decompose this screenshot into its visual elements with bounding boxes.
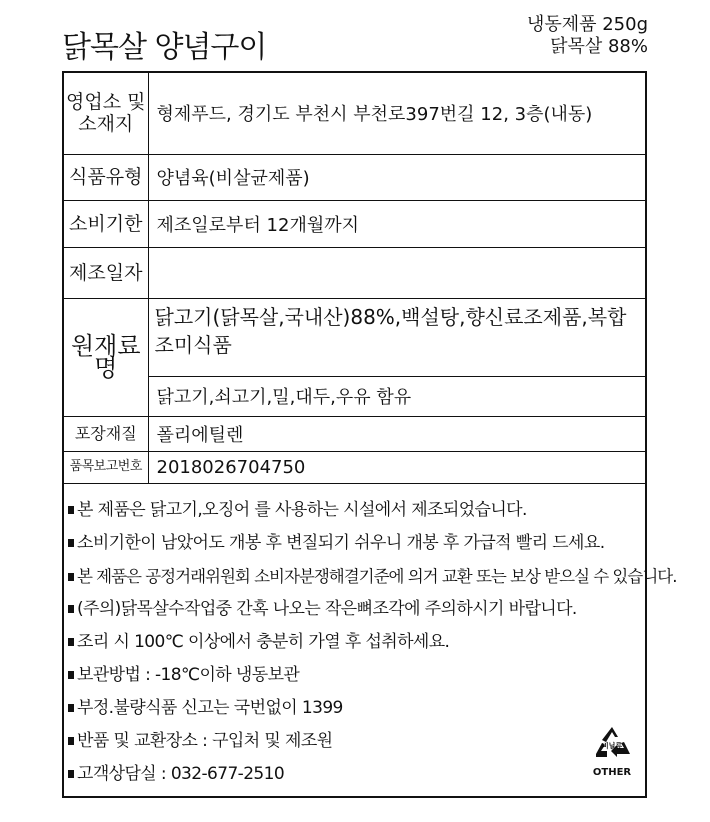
row-value: 양념육(비살균제품) bbox=[148, 154, 645, 200]
note-text: 소비기한이 남았어도 개봉 후 변질되기 쉬우니 개봉 후 가급적 빨리 드세요. bbox=[77, 532, 605, 553]
content-line: 닭목살 88% bbox=[550, 36, 648, 57]
row-report-no bbox=[64, 451, 645, 483]
info-table bbox=[64, 73, 645, 484]
recycle-label: OTHER bbox=[592, 767, 632, 778]
note-text: 부정.불량식품 신고는 국번없이 1399 bbox=[77, 697, 343, 718]
bullet-icon bbox=[68, 605, 74, 613]
row-food-type bbox=[64, 154, 645, 200]
note-text: 반품 및 교환장소 : 구입처 및 제조원 bbox=[77, 730, 333, 751]
row-manufacturer bbox=[64, 73, 645, 154]
bullet-icon bbox=[68, 573, 74, 581]
bullet-icon bbox=[68, 638, 74, 646]
row-ingredients bbox=[64, 298, 645, 376]
note-text: 고객상담실 : 032-677-2510 bbox=[77, 763, 285, 784]
allergens-value: 닭고기,쇠고기,밀,대두,우유 함유 bbox=[148, 376, 645, 416]
note-item bbox=[68, 758, 641, 791]
bullet-icon bbox=[68, 770, 74, 778]
bullet-icon bbox=[68, 704, 74, 712]
row-label: 식품유형 bbox=[64, 154, 148, 200]
recycle-mark bbox=[585, 724, 639, 778]
notes-section bbox=[64, 484, 677, 791]
row-value: 2018026704750 bbox=[148, 451, 645, 483]
bullet-icon bbox=[68, 539, 74, 547]
note-text: 조리 시 100℃ 이상에서 충분히 가열 후 섭취하세요. bbox=[77, 631, 450, 652]
row-label: 포장재질 bbox=[64, 416, 148, 451]
row-expiry bbox=[64, 200, 645, 247]
note-text: (주의)닭목살수작업중 간혹 나오는 작은뼈조각에 주의하시기 바랍니다. bbox=[77, 598, 577, 619]
row-value: 제조일로부터 12개월까지 bbox=[148, 200, 645, 247]
row-value: 폴리에틸렌 bbox=[148, 416, 645, 451]
note-item bbox=[68, 593, 641, 626]
note-item bbox=[68, 659, 641, 692]
row-label: 원재료명 bbox=[64, 298, 148, 416]
row-mfg-date bbox=[64, 247, 645, 298]
product-title: 닭목살 양념구이 bbox=[62, 30, 267, 65]
row-label: 소비기한 bbox=[64, 200, 148, 247]
row-packaging bbox=[64, 416, 645, 451]
row-value bbox=[148, 247, 645, 298]
note-item bbox=[68, 527, 641, 560]
row-allergens bbox=[64, 376, 645, 416]
bullet-icon bbox=[68, 506, 74, 514]
note-text: 본 제품은 공정거래위원회 소비자분쟁해결기준에 의거 교환 또는 보상 받으실 수 있습니다. bbox=[77, 566, 677, 586]
weight-line: 냉동제품 250g bbox=[526, 14, 648, 35]
ingredients-value: 닭고기(닭목살,국내산)88%,백설탕,향신료조제품,복합조미식품 bbox=[148, 298, 645, 376]
note-item bbox=[68, 725, 641, 758]
label-frame bbox=[62, 71, 677, 798]
bullet-icon bbox=[68, 671, 74, 679]
note-item bbox=[68, 626, 641, 659]
product-weight bbox=[527, 14, 648, 58]
row-label: 영업소 및 소재지 bbox=[64, 73, 148, 154]
note-item bbox=[68, 692, 641, 725]
recycle-inner-text: 비닐류 bbox=[601, 742, 623, 750]
row-label: 품목보고번호 bbox=[64, 451, 148, 483]
note-item bbox=[68, 560, 677, 593]
note-text: 보관방법 : -18℃이하 냉동보관 bbox=[77, 664, 300, 685]
bullet-icon bbox=[68, 737, 74, 745]
note-text: 본 제품은 닭고기,오징어 를 사용하는 시설에서 제조되었습니다. bbox=[77, 499, 527, 520]
recycle-icon bbox=[591, 724, 633, 762]
note-item bbox=[68, 494, 641, 527]
row-value: 형제푸드, 경기도 부천시 부천로397번길 12, 3층(내동) bbox=[148, 73, 645, 154]
row-label: 제조일자 bbox=[64, 247, 148, 298]
